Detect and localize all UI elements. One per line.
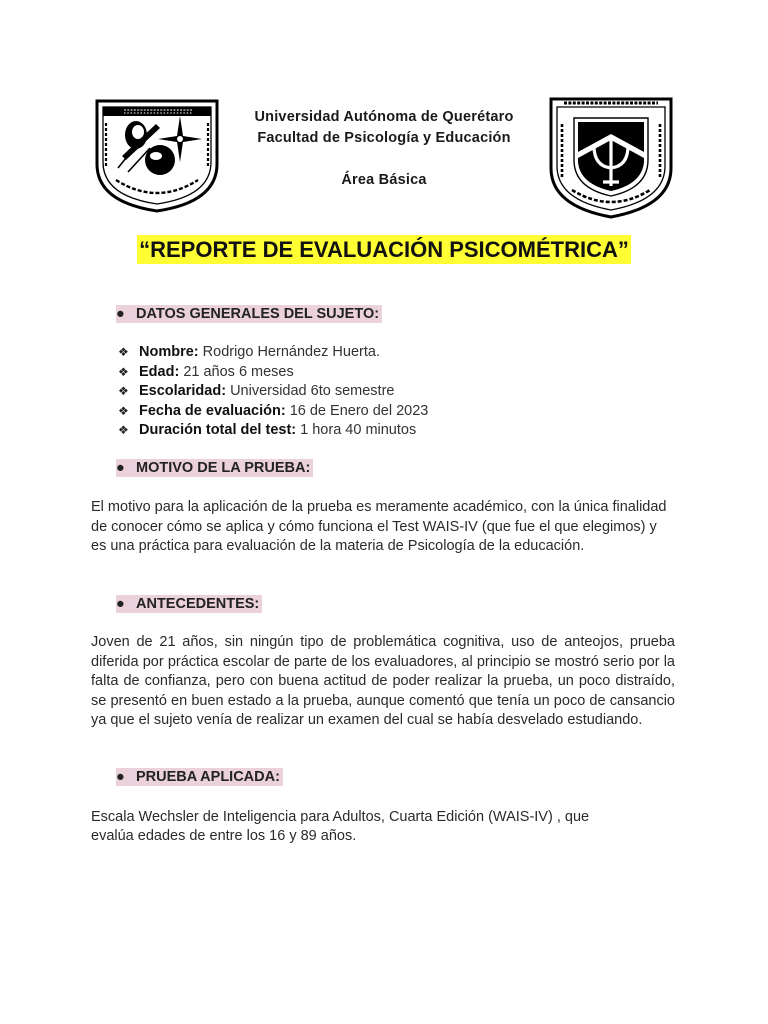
antecedentes-paragraph: Joven de 21 años, sin ningún tipo de problemática cognitiva, uso de anteojos, prueba diferida por práctica escolar de parte de los evaluadores, al principio se mostró serio por la falta de confianza, pero con buena actitud de poder realizar la prueba, un poco distraído, se presentó en buen estado a la prueba, aunque comentó que tenía un poco de cansancio ya que el sujeto venía de realizar un examen del cual se había desvelado estudiando.: [91, 634, 675, 729]
field-nombre: ❖ Nombre: Rodrigo Hernández Huerta.: [118, 343, 428, 363]
report-title: “REPORTE DE EVALUACIÓN PSICOMÉTRICA”: [139, 237, 629, 262]
motivo-paragraph: El motivo para la aplicación de la prueba es meramente académico, con la única finalidad de conocer cómo se aplica y cómo funciona el Test WAIS-IV (que fue el que elegimos) y es una práctica para evaluación de la materia de Psicología de la educación.: [91, 499, 667, 555]
section-datos-generales: [116, 306, 382, 322]
diamond-bullet-icon: ❖: [118, 345, 129, 359]
field-escolaridad: ❖ Escolaridad: Universidad 6to semestre: [118, 382, 428, 402]
bullet-icon: ●: [116, 306, 136, 322]
diamond-bullet-icon: ❖: [118, 384, 129, 398]
diamond-bullet-icon: ❖: [118, 403, 129, 418]
diamond-bullet-icon: ❖: [118, 364, 129, 379]
section-heading: PRUEBA APLICADA:: [136, 769, 280, 785]
section-prueba-aplicada: [116, 769, 283, 785]
bullet-icon: ●: [116, 596, 136, 612]
section-antecedentes: [116, 596, 262, 612]
faculty-name: Facultad de Psicología y Educación: [257, 130, 511, 146]
subject-fields: [118, 343, 428, 441]
bullet-icon: ●: [116, 769, 136, 785]
field-duracion: ❖ Duración total del test: 1 hora 40 minutos: [118, 421, 428, 441]
section-heading: ANTECEDENTES:: [136, 596, 260, 612]
bullet-icon: ●: [116, 460, 136, 476]
section-heading: MOTIVO DE LA PRUEBA:: [136, 460, 311, 476]
psychology-faculty-seal-icon: [548, 96, 674, 220]
diamond-bullet-icon: ❖: [118, 423, 129, 437]
prueba-line-2: evalúa edades de entre los 16 y 89 años.: [91, 828, 357, 844]
university-name: Universidad Autónoma de Querétaro: [254, 109, 514, 125]
psychology-faculty-logo: [548, 96, 674, 220]
section-heading: DATOS GENERALES DEL SUJETO:: [136, 306, 380, 322]
section-motivo: [116, 460, 313, 476]
area-name: Área Básica: [341, 172, 427, 188]
prueba-line-1: Escala Wechsler de Inteligencia para Adultos, Cuarta Edición (WAIS-IV) , que: [91, 809, 590, 825]
field-edad: ❖ Edad: 21 años 6 meses: [118, 363, 428, 383]
field-fecha: ❖ Fecha de evaluación: 16 de Enero del 2023: [118, 402, 428, 422]
